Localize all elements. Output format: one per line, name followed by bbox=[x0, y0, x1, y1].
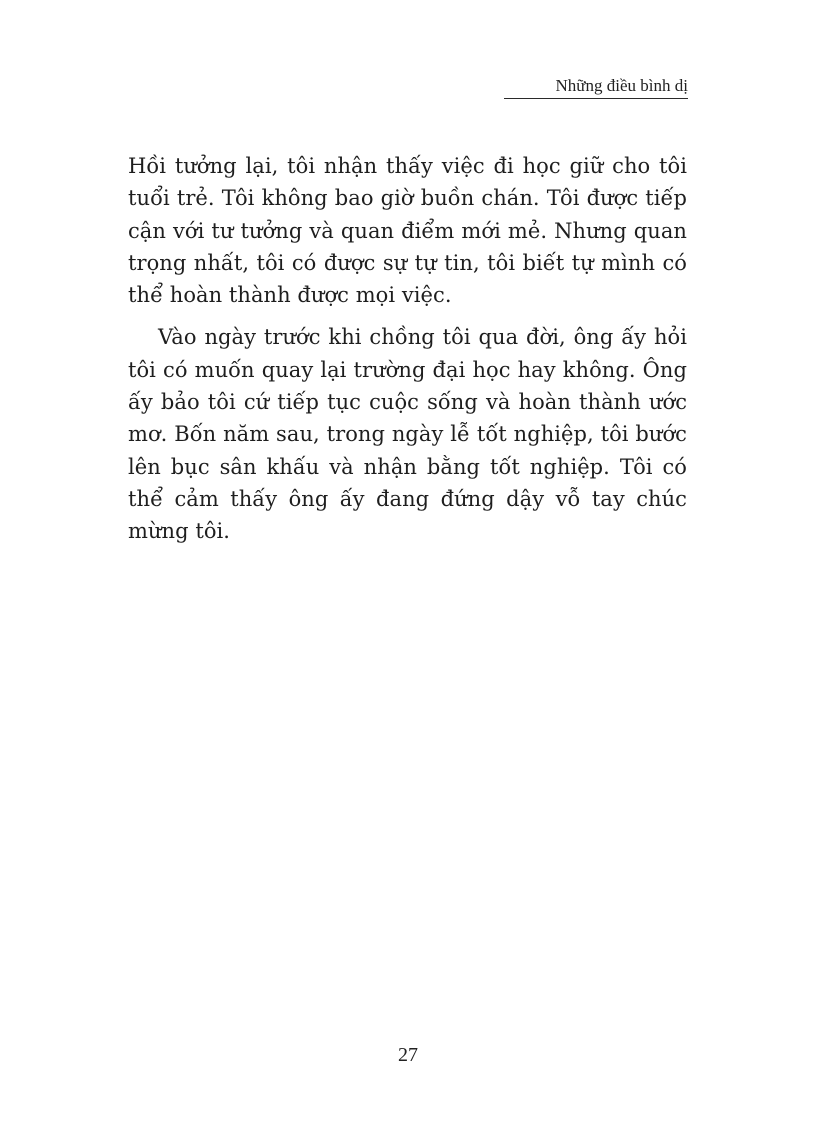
page-number: 27 bbox=[398, 1044, 418, 1066]
paragraph-2: Vào ngày trước khi chồng tôi qua đời, ông ấy hỏi tôi có muốn quay lại trường đại học hay không. Ông ấy bảo tôi cứ tiếp tục cuộc sống và hoàn thành ước mơ. Bốn năm sau, trong ngày lễ tốt nghiệp, tôi bước lên bục sân khấu và nhận bằng tốt nghiệp. Tôi có thể cảm thấy ông ấy đang đứng dậy vỗ tay chúc mừng tôi. bbox=[128, 325, 687, 544]
body-text bbox=[128, 150, 687, 548]
running-header: Những điều bình dị bbox=[504, 76, 688, 99]
paragraph-1: Hồi tưởng lại, tôi nhận thấy việc đi học giữ cho tôi tuổi trẻ. Tôi không bao giờ buồn chán. Tôi được tiếp cận với tư tưởng và quan điểm mới mẻ. Nhưng quan trọng nhất, tôi có được sự tự tin, tôi biết tự mình có thể hoàn thành được mọi việc. bbox=[128, 154, 687, 308]
